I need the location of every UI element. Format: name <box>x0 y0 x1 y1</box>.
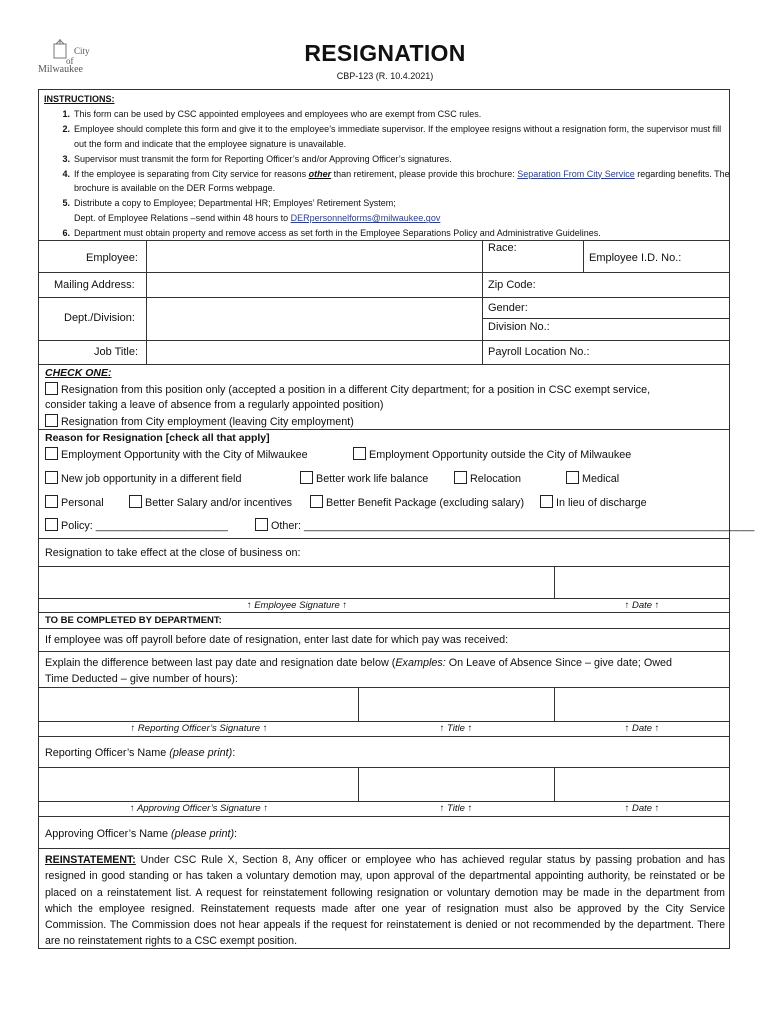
mailing-address-label: Mailing Address: <box>54 279 135 291</box>
approving-name-label: Approving Officer’s Name (please print): <box>45 828 238 840</box>
zip-code-label: Zip Code: <box>488 279 536 291</box>
benefit-checkbox[interactable] <box>310 495 323 508</box>
option-city-employment: Resignation from City employment (leaving City employment) <box>45 414 354 428</box>
page-title: RESIGNATION <box>304 40 466 66</box>
race-label: Race: <box>488 242 517 254</box>
logo-text-milwaukee: Milwaukee <box>38 64 83 75</box>
division-no-label: Division No.: <box>488 321 550 333</box>
emp-outside-checkbox[interactable] <box>353 447 366 460</box>
instruction-item: 3. Supervisor must transmit the form for Reporting Officer’s and/or Approving Officer’s signatures. <box>62 153 452 164</box>
logo-text-city: City <box>74 46 90 56</box>
reinstatement-paragraph: REINSTATEMENT: Under CSC Rule X, Section 8, Any officer or employee who has achieved regular status by passing probation and has resigned in good standing or has taken a voluntary demotion may, upon approval of the departmental appointing authority, be reinstated or be placed on a reinstatement list. A request for reinstatement following resignation or voluntary demotion may be made in the department from which the employee resigned. Reinstatement requests made after one year of resignation must also be approved by the City Service Commission. The Commission does not hear appeals if the request for reinstatement is denied or not recommended by the department. There are no reinstatement rights to a CSC exempt position. <box>45 854 725 948</box>
employee-signature-label: ↑ Employee Signature ↑ <box>246 600 348 611</box>
employee-signature-field[interactable] <box>40 568 552 597</box>
policy-checkbox[interactable] <box>45 518 58 531</box>
reporting-signature-label: ↑ Reporting Officer’s Signature ↑ <box>130 723 268 734</box>
new-job-checkbox[interactable] <box>45 471 58 484</box>
reason-relocation: Relocation <box>454 471 521 485</box>
instruction-item: 6. Department must obtain property and remove access as set forth in the Employee Separations Policy and Administrative Guidelines. <box>62 228 601 239</box>
reason-work-life: Better work life balance <box>300 471 428 485</box>
instructions <box>44 92 730 241</box>
employee-date-field[interactable] <box>556 568 728 597</box>
job-title-label: Job Title: <box>94 346 139 358</box>
position-only-checkbox[interactable] <box>45 382 58 395</box>
approving-title-label: ↑ Title ↑ <box>439 803 473 814</box>
dept-division-label: Dept./Division: <box>64 312 135 324</box>
instruction-item: 4. If the employee is separating from City service for reasons other than retirement, please provide this brochure: Separation From City Service regarding benefits. The brochure is available on the DER Forms webpage. <box>62 168 730 194</box>
reason-emp-outside: Employment Opportunity outside the City of Milwaukee <box>353 447 631 461</box>
employee-date-label: ↑ Date ↑ <box>624 600 660 611</box>
reporting-name-label: Reporting Officer’s Name (please print): <box>45 747 236 759</box>
work-life-checkbox[interactable] <box>300 471 313 484</box>
reason-emp-city: Employment Opportunity with the City of Milwaukee <box>45 447 308 461</box>
gender-label: Gender: <box>488 302 528 314</box>
reason-new-job: New job opportunity in a different field <box>45 471 241 485</box>
relocation-checkbox[interactable] <box>454 471 467 484</box>
instruction-item: 5. Distribute a copy to Employee; Departmental HR; Employes’ Retirement System; Dept. of Employee Relations –send within 48 hours to DERpersonnelforms@milwaukee.gov <box>62 198 441 224</box>
approving-title-field[interactable] <box>360 769 552 800</box>
form-code: CBP-123 (R. 10.4.2021) <box>336 71 434 81</box>
option-position-only-line2: consider taking a leave of absence from a regularly appointed position) <box>45 399 384 411</box>
discharge-checkbox[interactable] <box>540 495 553 508</box>
approving-signature-label: ↑ Approving Officer’s Signature ↑ <box>129 803 269 814</box>
emp-city-checkbox[interactable] <box>45 447 58 460</box>
dept-division-field[interactable] <box>148 299 480 339</box>
instruction-item: 2. Employee should complete this form and give it to the employee’s immediate supervisor. If the employee resigns without a resignation form, the supervisor must fill out the form and indicate that the employee signature is unavailable. <box>62 123 722 149</box>
payroll-location-label: Payroll Location No.: <box>488 346 590 358</box>
reporting-date-field[interactable] <box>556 689 728 720</box>
medical-checkbox[interactable] <box>566 471 579 484</box>
personal-checkbox[interactable] <box>45 495 58 508</box>
reporting-date-label: ↑ Date ↑ <box>624 723 660 734</box>
check-one-heading: CHECK ONE: <box>45 367 112 379</box>
reporting-signature-field[interactable] <box>40 689 356 720</box>
email-link[interactable]: DERpersonnelforms@milwaukee.gov <box>290 213 441 224</box>
job-title-field[interactable] <box>148 342 480 363</box>
salary-checkbox[interactable] <box>129 495 142 508</box>
effective-label: Resignation to take effect at the close of business on: <box>45 547 301 559</box>
reason-other: Other: ___________________________________________________________________________ <box>255 518 754 532</box>
reason-personal: Personal <box>45 495 104 509</box>
reason-heading: Reason for Resignation [check all that apply] <box>45 432 270 444</box>
reporting-title-field[interactable] <box>360 689 552 720</box>
approving-date-label: ↑ Date ↑ <box>624 803 660 814</box>
approving-signature-field[interactable] <box>40 769 356 800</box>
instructions-heading: INSTRUCTIONS: <box>44 94 115 104</box>
reporting-title-label: ↑ Title ↑ <box>439 723 473 734</box>
brochure-link[interactable]: Separation From City Service <box>517 168 635 179</box>
instruction-item: 1. This form can be used by CSC appointed employees and employees who are exempt from CSC rules. <box>62 108 482 119</box>
mailing-address-field[interactable] <box>148 274 480 296</box>
department-heading: TO BE COMPLETED BY DEPARTMENT: <box>45 615 222 626</box>
employee-id-label: Employee I.D. No.: <box>589 252 682 264</box>
reason-discharge: In lieu of discharge <box>540 495 647 509</box>
reason-medical: Medical <box>566 471 619 485</box>
reason-benefit: Better Benefit Package (excluding salary) <box>310 495 524 509</box>
reinstatement-heading: REINSTATEMENT: <box>45 854 136 866</box>
option-position-only: Resignation from this position only (accepted a position in a different City department; for a position in CSC exempt service, <box>45 382 650 396</box>
reason-policy: Policy: ______________________ <box>45 518 228 532</box>
other-checkbox[interactable] <box>255 518 268 531</box>
reason-salary: Better Salary and/or incentives <box>129 495 292 509</box>
last-pay-label: If employee was off payroll before date of resignation, enter last date for which pay was received: <box>45 634 509 646</box>
city-employment-checkbox[interactable] <box>45 414 58 427</box>
employee-label: Employee: <box>86 252 138 264</box>
employee-field[interactable] <box>148 242 480 270</box>
logo-text-of: of <box>66 56 74 66</box>
explain-label: Explain the difference between last pay date and resignation date below (Examples: On Leave of Absence Since – give date; Owed Time Deducted – give number of hours): <box>45 657 673 685</box>
approving-date-field[interactable] <box>556 769 728 800</box>
